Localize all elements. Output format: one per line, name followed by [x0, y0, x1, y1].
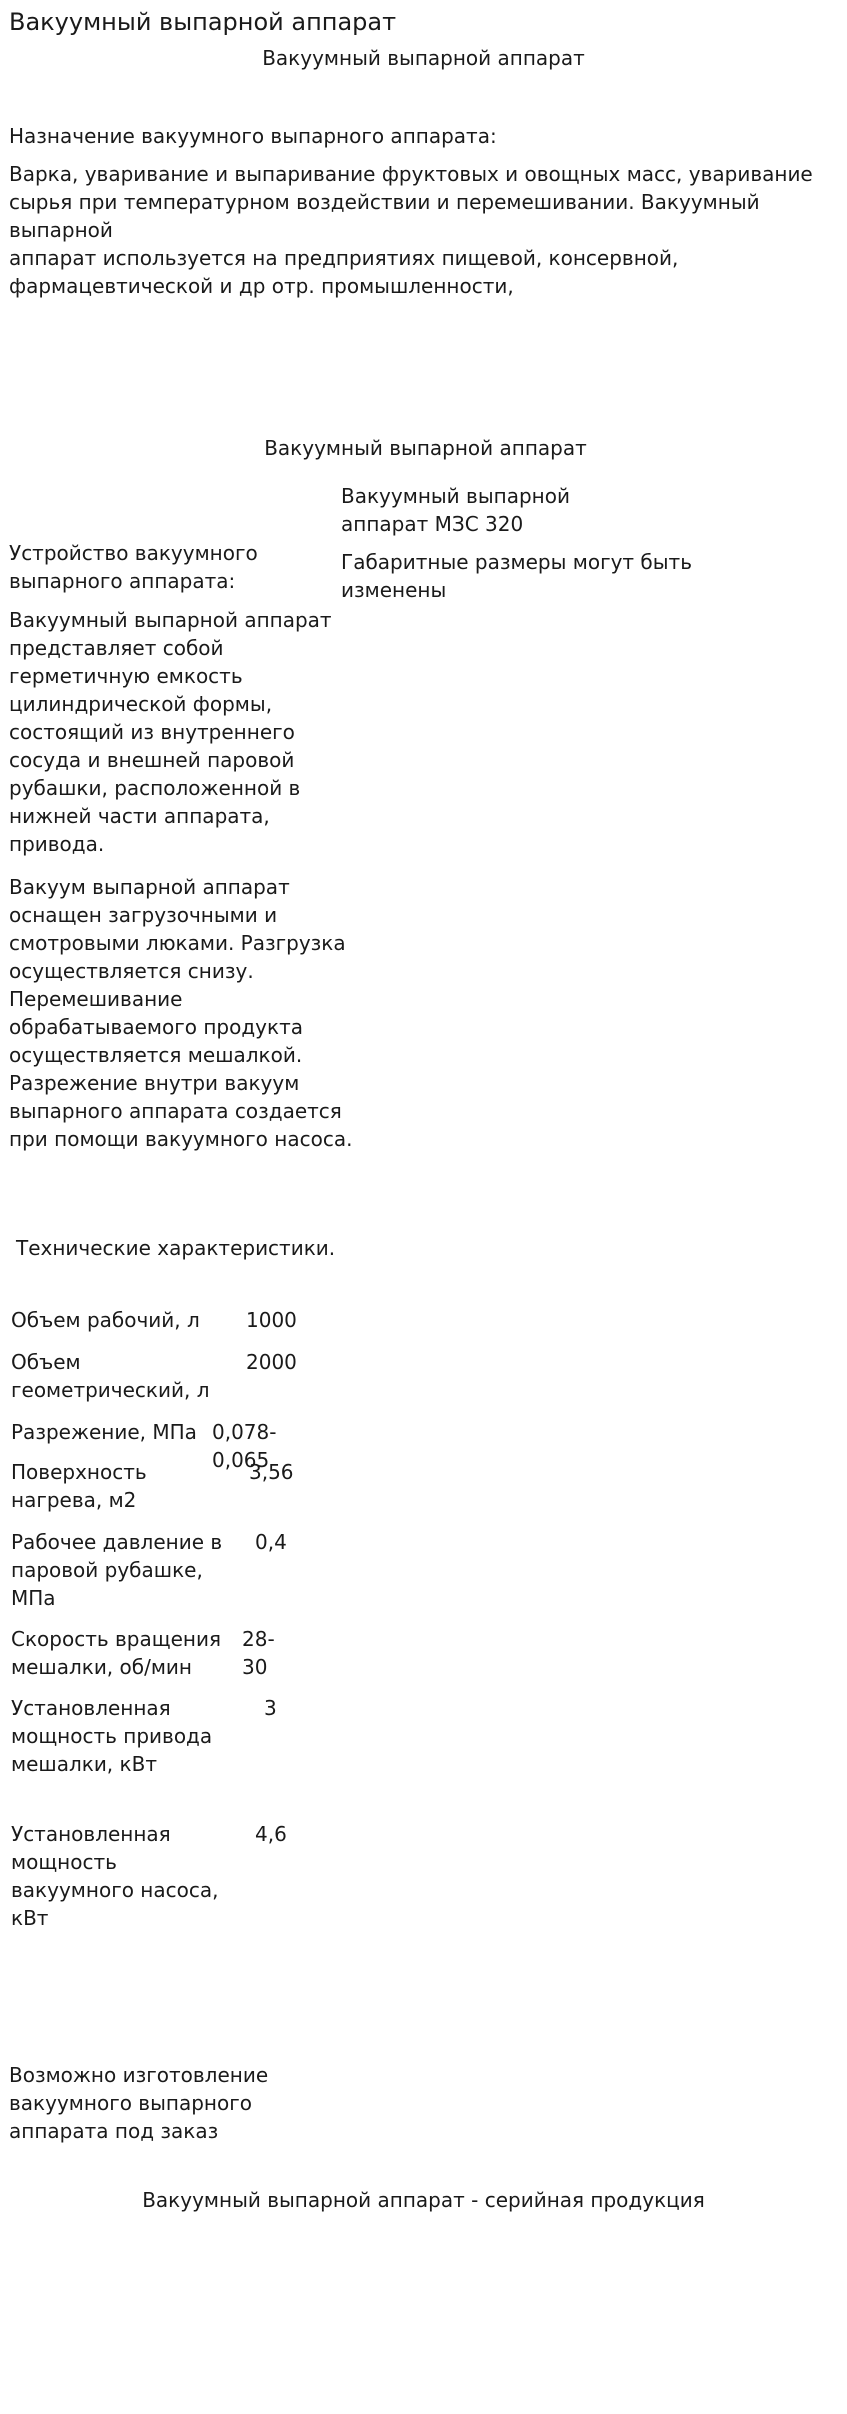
spec-value: 3 [264, 1696, 277, 1720]
spec-label: Скорость вращения мешалки, об/мин [11, 1627, 221, 1679]
spec-label: Объем геометрический, л [11, 1350, 210, 1402]
device-text-line: герметичную емкость [9, 664, 243, 688]
model-caption-line: аппарат МЗС 320 [341, 512, 524, 536]
specs-heading: Технические характеристики. [16, 1236, 336, 1260]
custom-order-line: аппарата под заказ [9, 2119, 219, 2143]
device-text-line: нижней части аппарата, [9, 804, 270, 828]
device-text-line: при помощи вакуумного насоса. [9, 1127, 353, 1151]
spec-label: Рабочее давление в паровой рубашке, МПа [11, 1530, 223, 1610]
device-text-line: выпарного аппарата создается [9, 1099, 342, 1123]
device-heading-line: Устройство вакуумного [9, 541, 258, 565]
spec-label: Установленная мощность вакуумного насоса, кВт [11, 1822, 219, 1930]
model-caption [341, 482, 570, 538]
image-caption-top: Вакуумный выпарной аппарат [262, 46, 585, 70]
spec-label: Разрежение, МПа [11, 1420, 197, 1444]
spec-value: 3,56 [249, 1460, 294, 1484]
device-text-line: рубашки, расположенной в [9, 776, 301, 800]
device-text-line: привода. [9, 832, 105, 856]
custom-order-note [9, 2061, 268, 2145]
device-text-line: осуществляется снизу. [9, 959, 254, 983]
purpose-line: аппарат используется на предприятиях пищевой, консервной, [9, 246, 679, 270]
purpose-text [9, 160, 844, 300]
spec-value: 1000 [246, 1308, 297, 1332]
model-caption-line: Вакуумный выпарной [341, 484, 570, 508]
device-text-line: Разрежение внутри вакуум [9, 1071, 300, 1095]
device-text-line: смотровыми люками. Разгрузка [9, 931, 346, 955]
device-text-line: состоящий из внутреннего [9, 720, 295, 744]
device-text-2 [9, 873, 352, 1153]
device-text-line: осуществляется мешалкой. [9, 1043, 303, 1067]
purpose-line: сырья при температурном воздействии и перемешивании. Вакуумный выпарной [9, 190, 760, 242]
spec-value: 2000 [246, 1350, 297, 1374]
spec-label: Установленная мощность привода мешалки, кВт [11, 1696, 213, 1776]
device-text-line: обрабатываемого продукта [9, 1015, 303, 1039]
spec-label: Поверхность нагрева, м2 [11, 1460, 147, 1512]
spec-value: 0,4 [255, 1530, 287, 1554]
spec-value: 4,6 [255, 1822, 287, 1846]
spec-value: 0,078-0,065 [212, 1420, 277, 1472]
dimensions-note-line: изменены [341, 578, 447, 602]
page-title: Вакуумный выпарной аппарат [9, 8, 397, 36]
spec-label: Объем рабочий, л [11, 1308, 200, 1332]
spec-value: 28-30 [242, 1627, 275, 1679]
device-heading [9, 539, 258, 595]
dimensions-note-line: Габаритные размеры могут быть [341, 550, 692, 574]
device-text-line: сосуда и внешней паровой [9, 748, 295, 772]
dimensions-note [341, 548, 692, 604]
device-text-line: Вакуум выпарной аппарат [9, 875, 290, 899]
custom-order-line: вакуумного выпарного [9, 2091, 252, 2115]
device-text-line: Вакуумный выпарной аппарат [9, 608, 332, 632]
device-text-1 [9, 606, 332, 858]
device-text-line: оснащен загрузочными и [9, 903, 278, 927]
custom-order-line: Возможно изготовление [9, 2063, 269, 2087]
purpose-heading: Назначение вакуумного выпарного аппарата: [9, 124, 497, 148]
device-text-line: представляет собой [9, 636, 224, 660]
device-text-line: Перемешивание [9, 987, 183, 1011]
purpose-line: Варка, уваривание и выпаривание фруктовых и овощных масс, уваривание [9, 162, 813, 186]
device-heading-line: выпарного аппарата: [9, 569, 236, 593]
image-caption-middle: Вакуумный выпарной аппарат [264, 436, 587, 460]
serial-caption: Вакуумный выпарной аппарат - серийная продукция [142, 2188, 705, 2212]
purpose-line: фармацевтической и др отр. промышленности, [9, 274, 514, 298]
device-text-line: цилиндрической формы, [9, 692, 273, 716]
